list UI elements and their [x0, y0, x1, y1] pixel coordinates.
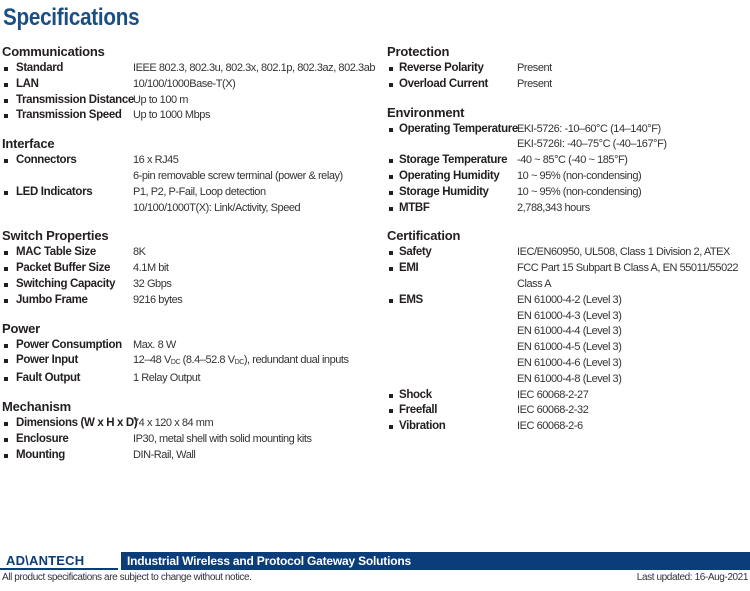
section-heading: Mechanism	[2, 398, 72, 414]
value-part: 12–48 V	[133, 354, 171, 367]
spec-value	[133, 353, 349, 371]
spec-value	[517, 169, 641, 185]
spec-value-line: -40 ~ 85°C (-40 ~ 185°F)	[517, 154, 628, 167]
page-title: Specifications	[3, 4, 140, 31]
spec-label: Safety	[399, 246, 432, 259]
spec-section	[0, 397, 380, 463]
spec-label: Standard	[16, 62, 64, 74]
spec-label: EMI	[399, 262, 419, 275]
bullet-icon	[389, 409, 393, 413]
bullet-icon	[4, 159, 8, 163]
value-part: (8.4–52.8 V	[180, 354, 235, 367]
spec-value	[517, 403, 588, 419]
spec-row	[385, 185, 750, 201]
spec-value-line: 6-pin removable screw terminal (power & relay)	[133, 169, 343, 182]
banner-title: Industrial Wireless and Protocol Gateway Solutions	[121, 552, 750, 570]
right-column	[385, 42, 750, 445]
spec-value-line: 4.1M bit	[133, 262, 169, 275]
section-heading: Protection	[387, 44, 450, 59]
spec-section	[0, 226, 380, 308]
spec-row	[385, 245, 750, 261]
spec-label: Operating Humidity	[399, 169, 500, 182]
spec-row	[385, 261, 750, 293]
bullet-icon	[4, 299, 8, 303]
bullet-icon	[4, 114, 8, 118]
bullet-icon	[389, 159, 393, 163]
spec-value	[133, 108, 210, 124]
spec-row	[0, 371, 380, 387]
section-heading: Interface	[2, 136, 55, 152]
spec-row	[385, 388, 750, 404]
bullet-icon	[389, 128, 393, 132]
subscript: DC	[170, 359, 181, 367]
bullet-icon	[4, 67, 8, 71]
spec-value	[133, 261, 169, 277]
spec-value	[133, 93, 188, 109]
spec-row	[0, 293, 380, 309]
spec-value	[517, 261, 738, 293]
bullet-icon	[4, 267, 8, 271]
section-heading: Environment	[387, 104, 465, 120]
spec-row	[385, 403, 750, 419]
spec-label: Operating Temperature	[399, 122, 518, 135]
spec-section	[0, 42, 380, 124]
spec-value-line: Up to 100 m	[133, 93, 188, 106]
spec-row	[0, 93, 380, 109]
spec-value	[133, 61, 375, 77]
spec-value-line: IP30, metal shell with solid mounting kits	[133, 432, 312, 445]
bullet-icon	[389, 251, 393, 255]
spec-label: MTBF	[399, 201, 430, 214]
spec-value-line: EN 61000-4-5 (Level 3)	[517, 341, 622, 354]
section-heading: Communications	[2, 44, 105, 59]
spec-value-line: 10 ~ 95% (non-condensing)	[517, 185, 642, 198]
spec-value-line: IEC/EN60950, UL508, Class 1 Division 2, ATEX	[517, 246, 730, 259]
last-updated: Last updated: 16-Aug-2021	[636, 572, 748, 583]
spec-value-line: P1, P2, P-Fail, Loop detection	[133, 185, 266, 198]
spec-value-line: IEEE 802.3, 802.3u, 802.3x, 802.1p, 802.3az, 802.3ab	[133, 62, 376, 74]
spec-label: EMS	[399, 293, 423, 306]
bullet-icon	[4, 191, 8, 195]
spec-label: LED Indicators	[16, 185, 93, 198]
section-heading: Switch Properties	[2, 228, 109, 244]
spec-value-line: 32 Gbps	[133, 277, 172, 290]
bullet-icon	[4, 83, 8, 87]
spec-value-line: Max. 8 W	[133, 338, 176, 351]
spec-value-line: IEC 60068-2-27	[517, 388, 589, 401]
spec-row	[0, 77, 380, 93]
spec-row	[385, 293, 750, 388]
value-part: ), redundant dual inputs	[243, 354, 349, 367]
spec-row	[0, 185, 380, 217]
spec-label: Transmission Distance	[16, 93, 134, 106]
spec-value-line: FCC Part 15 Subpart B Class A, EN 55011/55022	[517, 262, 739, 275]
bullet-icon	[4, 438, 8, 442]
spec-value-line: 10/100/1000Base-T(X)	[133, 77, 236, 90]
spec-row	[385, 201, 750, 217]
spec-value	[133, 77, 235, 93]
spec-value-line: 16 x RJ45	[133, 154, 179, 167]
spec-value	[517, 245, 730, 261]
bullet-icon	[4, 454, 8, 458]
spec-value-line: 10/100/1000T(X): Link/Activity, Speed	[133, 201, 301, 214]
spec-value-line: 1 Relay Output	[133, 372, 201, 385]
spec-value-line: EN 61000-4-8 (Level 3)	[517, 372, 622, 385]
spec-value-line: Class A	[517, 277, 552, 290]
left-column	[0, 42, 380, 473]
spec-label: Vibration	[399, 420, 446, 433]
spec-value-line: EN 61000-4-3 (Level 3)	[517, 309, 622, 322]
spec-row	[385, 169, 750, 185]
spec-label: Connectors	[16, 154, 77, 167]
spec-row	[0, 261, 380, 277]
spec-label: LAN	[16, 77, 39, 90]
spec-value-line: 74 x 120 x 84 mm	[133, 416, 214, 429]
spec-value	[517, 185, 641, 201]
spec-label: Transmission Speed	[16, 109, 122, 122]
spec-label: Storage Humidity	[399, 185, 489, 198]
spec-value	[133, 371, 200, 387]
spec-label: Reverse Polarity	[399, 62, 484, 74]
spec-value-line: EKI-5726I: -40–75°C (-40–167°F)	[517, 138, 667, 151]
bullet-icon	[389, 191, 393, 195]
bullet-icon	[389, 394, 393, 398]
spec-section	[0, 319, 380, 387]
spec-label: Storage Temperature	[399, 154, 508, 167]
spec-value-line: EN 61000-4-6 (Level 3)	[517, 356, 622, 369]
bullet-icon	[4, 251, 8, 255]
spec-section	[0, 134, 380, 216]
spec-row	[0, 432, 380, 448]
spec-label: Overload Current	[399, 77, 488, 90]
spec-section	[385, 103, 750, 217]
spec-row	[0, 277, 380, 293]
spec-value	[517, 201, 590, 217]
bullet-icon	[389, 299, 393, 303]
spec-value	[133, 338, 176, 354]
bullet-icon	[4, 99, 8, 103]
spec-value	[133, 448, 195, 464]
spec-section	[385, 42, 750, 93]
bullet-icon	[4, 359, 8, 363]
spec-value-line: Present	[517, 62, 552, 74]
spec-value-line: 9216 bytes	[133, 293, 183, 306]
spec-row	[0, 153, 380, 185]
spec-row	[0, 61, 380, 77]
spec-value	[133, 185, 300, 217]
spec-value-line: EKI-5726: -10–60°C (14–140°F)	[517, 122, 661, 135]
spec-value	[517, 388, 588, 404]
bullet-icon	[4, 344, 8, 348]
spec-label: Fault Output	[16, 372, 81, 385]
spec-value-line: IEC 60068-2-32	[517, 404, 589, 417]
spec-label: Dimensions (W x H x D)	[16, 416, 138, 429]
spec-value	[133, 245, 146, 261]
bullet-icon	[389, 67, 393, 71]
spec-row	[0, 245, 380, 261]
bullet-icon	[4, 422, 8, 426]
spec-value-line	[133, 353, 349, 371]
spec-label: MAC Table Size	[16, 246, 96, 259]
spec-value	[517, 122, 667, 154]
spec-label: Freefall	[399, 404, 438, 417]
spec-row	[0, 338, 380, 354]
spec-section	[385, 226, 750, 435]
spec-value-line: DIN-Rail, Wall	[133, 448, 196, 461]
spec-value	[133, 293, 182, 309]
spec-label: Switching Capacity	[16, 277, 116, 290]
disclaimer: All product specifications are subject to change without notice.	[2, 572, 252, 583]
spec-value-line: Up to 1000 Mbps	[133, 109, 211, 122]
spec-value-line: EN 61000-4-2 (Level 3)	[517, 293, 622, 306]
spec-value-line: IEC 60068-2-6	[517, 420, 583, 433]
bullet-icon	[389, 425, 393, 429]
advantech-logo: AD\ANTECH	[0, 552, 118, 570]
spec-value	[517, 153, 628, 169]
spec-value-line: Present	[517, 77, 552, 90]
spec-row	[385, 61, 750, 77]
spec-value	[133, 432, 312, 448]
spec-row	[385, 419, 750, 435]
spec-label: Enclosure	[16, 432, 69, 445]
spec-row	[385, 122, 750, 154]
spec-row	[0, 108, 380, 124]
spec-value	[517, 293, 621, 388]
spec-value-line: 2,788,343 hours	[517, 201, 590, 214]
spec-label: Mounting	[16, 448, 65, 461]
spec-value	[133, 416, 213, 432]
footer-banner	[0, 552, 750, 570]
subscript: DC	[234, 359, 244, 367]
spec-row	[0, 448, 380, 464]
bullet-icon	[4, 377, 8, 381]
section-heading: Certification	[387, 228, 461, 244]
spec-value	[517, 77, 552, 93]
spec-value-line: 10 ~ 95% (non-condensing)	[517, 169, 642, 182]
spec-row	[0, 416, 380, 432]
bullet-icon	[389, 175, 393, 179]
spec-label: Power Input	[16, 354, 78, 367]
section-heading: Power	[2, 320, 41, 336]
spec-label: Packet Buffer Size	[16, 262, 111, 275]
spec-row	[0, 353, 380, 371]
spec-value	[133, 277, 171, 293]
bullet-icon	[4, 283, 8, 287]
spec-label: Shock	[399, 388, 432, 401]
spec-value	[517, 61, 552, 77]
spec-row	[385, 153, 750, 169]
spec-value	[133, 153, 343, 185]
spec-value	[517, 419, 583, 435]
bullet-icon	[389, 83, 393, 87]
spec-label: Jumbo Frame	[16, 293, 88, 306]
bullet-icon	[389, 207, 393, 211]
spec-row	[385, 77, 750, 93]
bullet-icon	[389, 267, 393, 271]
spec-value-line: EN 61000-4-4 (Level 3)	[517, 325, 622, 338]
spec-value-line: 8K	[133, 246, 146, 259]
spec-label: Power Consumption	[16, 338, 122, 351]
